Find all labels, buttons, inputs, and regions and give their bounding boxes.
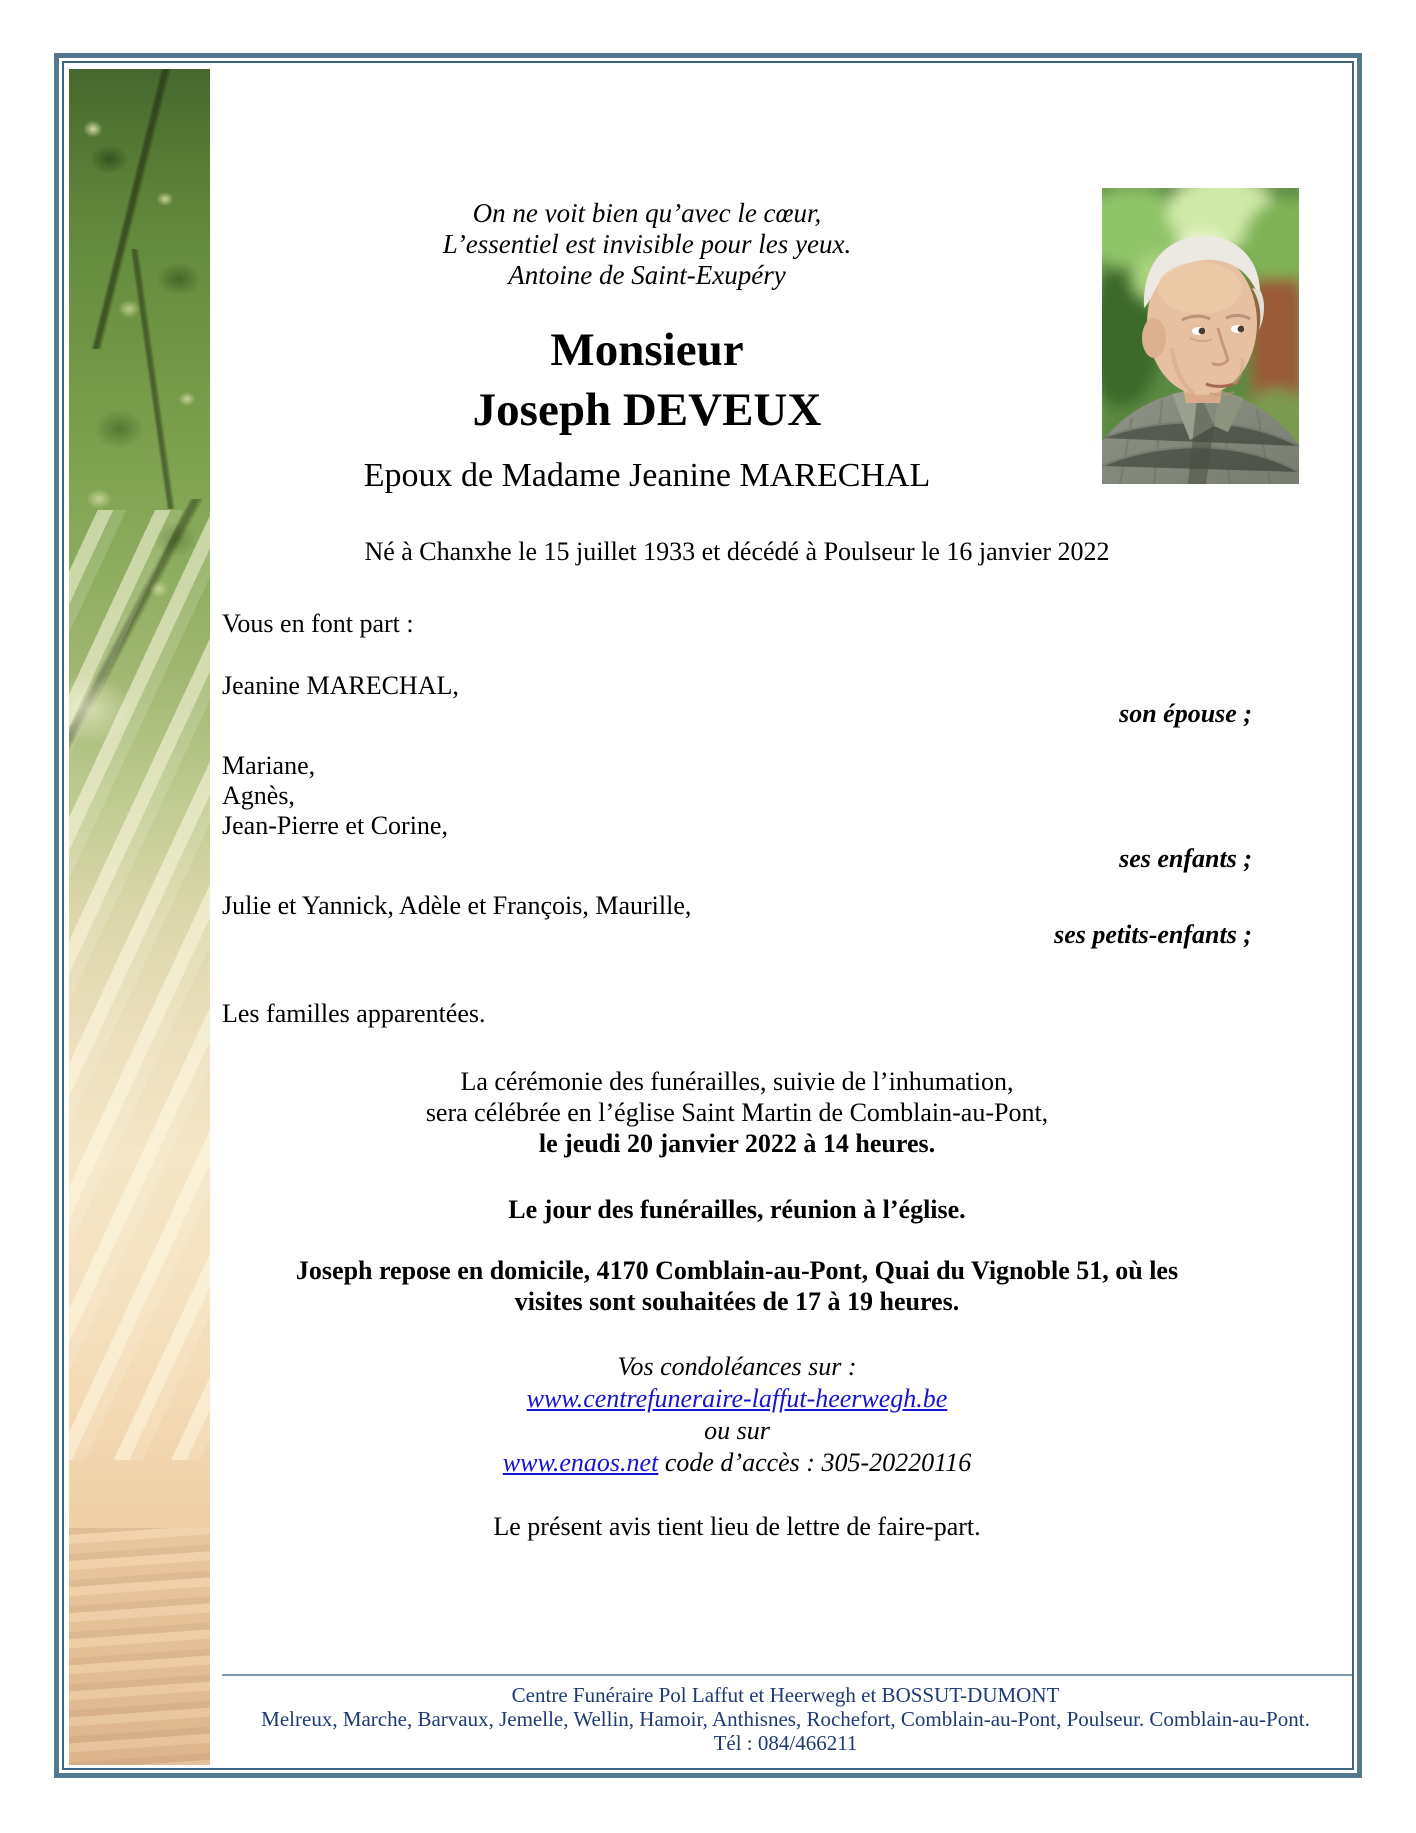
deceased-title: Monsieur (550, 324, 744, 376)
deceased-name: Joseph DEVEUX (472, 384, 822, 436)
child-line-3: Jean-Pierre et Corine, (222, 811, 448, 840)
funeral-home-footer (218, 1683, 1353, 1755)
announcement-intro: Vous en font part : (222, 609, 414, 638)
spouse-line: Epoux de Madame Jeanine MARECHAL (363, 457, 931, 494)
memorial-quote (222, 198, 1072, 291)
condolences-block (222, 1351, 1252, 1479)
sunrays-overlay (69, 510, 210, 1460)
funeral-home-website-link[interactable]: www.centrefuneraire-laffut-heerwegh.be (526, 1384, 948, 1413)
child-line-1: Mariane, (222, 751, 316, 780)
repose-line-2: visites sont souhaitées de 17 à 19 heures. (514, 1287, 960, 1316)
forest-path-photo (69, 69, 210, 1765)
deceased-title-block (222, 320, 1072, 440)
access-code: code d’accès : 305-20220116 (658, 1448, 972, 1477)
grandchildren-role: ses petits-enfants ; (1054, 920, 1252, 949)
ceremony-line-1: La cérémonie des funérailles, suivie de l’inhumation, (460, 1067, 1014, 1096)
portrait-photo (1102, 188, 1299, 484)
condolences-intro: Vos condoléances sur : (617, 1352, 857, 1381)
ceremony-date-time: le jeudi 20 janvier 2022 à 14 heures. (538, 1129, 936, 1158)
closing-notice: Le présent avis tient lieu de lettre de faire-part. (493, 1512, 981, 1541)
ceremony-line-2: sera célébrée en l’église Saint Martin de Comblain-au-Pont, (425, 1098, 1049, 1127)
ceremony-block (222, 1066, 1252, 1159)
funeral-home-name: Centre Funéraire Pol Laffut et Heerwegh et BOSSUT-DUMONT (511, 1683, 1060, 1707)
sandy-path-texture (69, 1528, 210, 1765)
funeral-home-phone: Tél : 084/466211 (713, 1731, 858, 1755)
children-names (222, 751, 1252, 841)
quote-author: Antoine de Saint-Exupéry (508, 260, 786, 290)
related-families: Les familles apparentées. (222, 999, 486, 1028)
life-dates: Né à Chanxhe le 15 juillet 1933 et décédé à Poulseur le 16 janvier 2022 (364, 537, 1110, 566)
wife-name: Jeanine MARECHAL, (222, 671, 459, 700)
funeral-home-locations: Melreux, Marche, Barvaux, Jemelle, Wellin, Hamoir, Anthisnes, Rochefort, Comblain-au-Pont, Poulseur. Comblain-au-Pont. (261, 1707, 1310, 1731)
meeting-line: Le jour des funérailles, réunion à l’église. (508, 1195, 966, 1224)
child-line-2: Agnès, (222, 781, 295, 810)
wife-role: son épouse ; (1119, 699, 1252, 728)
footer-divider (222, 1674, 1352, 1676)
quote-line-1: On ne voit bien qu’avec le cœur, (472, 198, 822, 228)
enaos-website-link[interactable]: www.enaos.net (502, 1448, 659, 1477)
children-role: ses enfants ; (1119, 844, 1252, 873)
repose-line-1: Joseph repose en domicile, 4170 Comblain-au-Pont, Quai du Vignoble 51, où les (295, 1256, 1179, 1285)
condolences-or: ou sur (704, 1416, 770, 1445)
quote-line-2: L’essentiel est invisible pour les yeux. (442, 229, 852, 259)
grandchildren-names: Julie et Yannick, Adèle et François, Maurille, (222, 891, 692, 920)
repose-block (222, 1255, 1252, 1317)
